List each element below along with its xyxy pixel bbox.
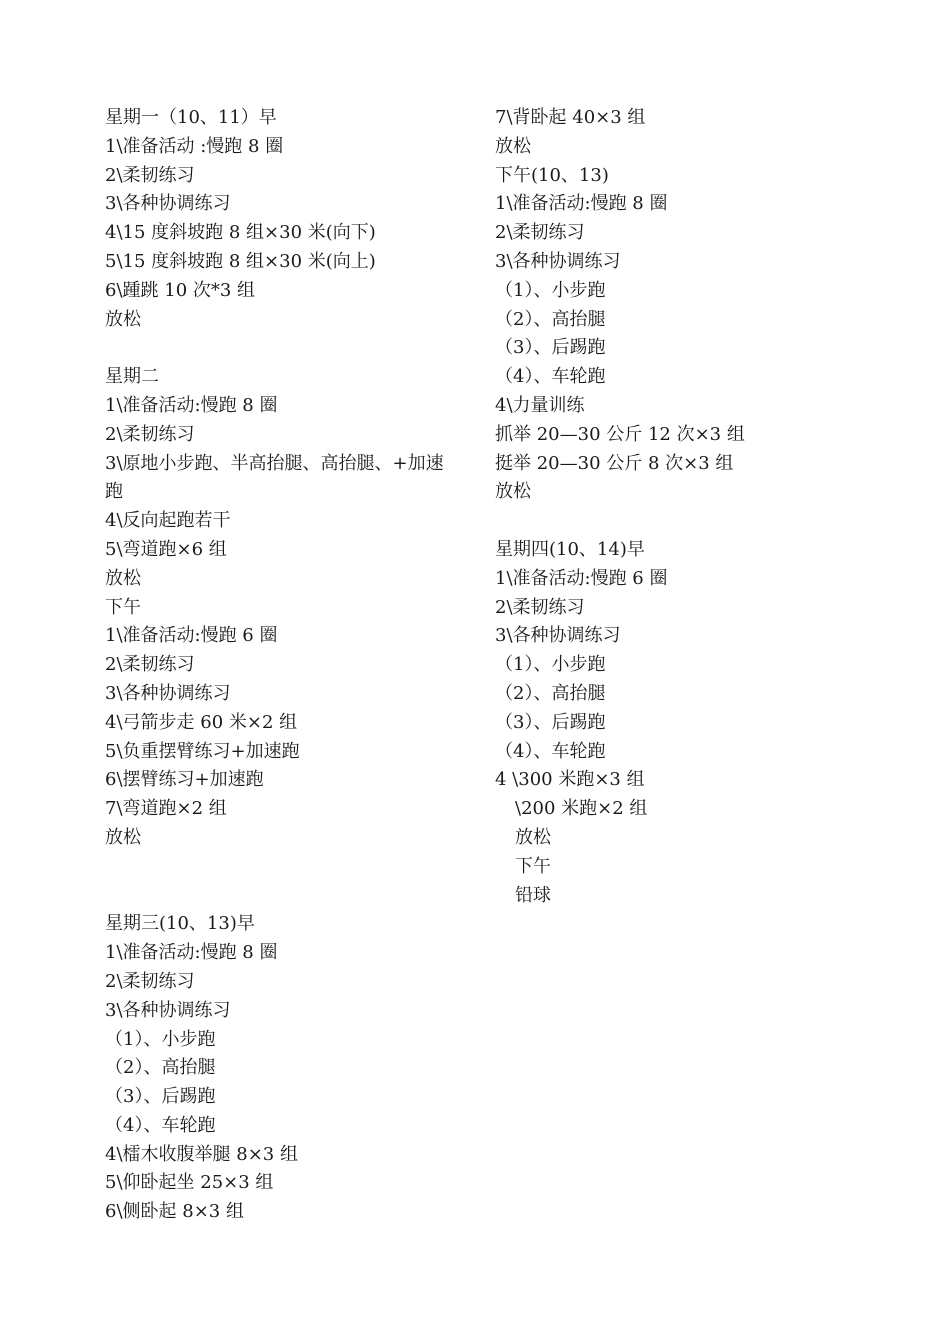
wednesday-item: （3）、后踢跑	[105, 1086, 216, 1108]
tuesday-item: 2\柔韧练习	[105, 423, 195, 445]
wednesday-item: （2）、高抬腿	[105, 1057, 216, 1079]
wednesday-item: 3\各种协调练习	[495, 250, 621, 272]
monday-item: 1\准备活动 :慢跑 8 圈	[105, 135, 284, 157]
thursday-item: 放松	[515, 826, 551, 848]
wednesday-item: 7\背卧起 40×3 组	[495, 107, 646, 128]
wednesday-item: 2\柔韧练习	[105, 970, 195, 992]
monday-item: 4\15 度斜坡跑 8 组×30 米(向下)	[105, 222, 376, 244]
thursday-item: 1\准备活动:慢跑 6 圈	[495, 567, 668, 589]
tuesday-item: 5\弯道跑×6 组	[105, 538, 227, 560]
wednesday-item: （4）、车轮跑	[105, 1114, 216, 1136]
wednesday-item: 1\准备活动:慢跑 8 圈	[495, 193, 668, 215]
thursday-item: 3\各种协调练习	[495, 625, 621, 647]
tuesday-item: 放松	[105, 567, 141, 589]
wednesday-item: 6\侧卧起 8×3 组	[105, 1201, 244, 1223]
thursday-item: （2）、高抬腿	[495, 682, 606, 704]
monday-item: 放松	[105, 308, 141, 330]
thursday-item: \200 米跑×2 组	[515, 798, 648, 820]
wednesday-item: 抓举 20—30 公斤 12 次×3 组	[495, 423, 745, 445]
wednesday-item: （2）、高抬腿	[495, 308, 606, 330]
tuesday-item: 1\准备活动:慢跑 6 圈	[105, 625, 278, 647]
wednesday-item: （1）、小步跑	[495, 279, 606, 301]
tuesday-item: 2\柔韧练习	[105, 654, 195, 676]
thursday-item: 2\柔韧练习	[495, 596, 585, 618]
wednesday-item: 4\檑木收腹举腿 8×3 组	[105, 1143, 298, 1165]
thursday-heading: 星期四(10、14)早	[495, 538, 645, 560]
monday-heading: 星期一（10、11）早	[105, 107, 277, 128]
monday-item: 3\各种协调练习	[105, 193, 231, 215]
monday-item: 2\柔韧练习	[105, 164, 195, 186]
tuesday-item: 5\负重摆臂练习+加速跑	[105, 740, 300, 762]
tuesday-item: 跑	[105, 481, 123, 503]
tuesday-item: 放松	[105, 826, 141, 848]
wednesday-item: 5\仰卧起坐 25×3 组	[105, 1172, 274, 1194]
wednesday-item: （3）、后踢跑	[495, 337, 606, 359]
monday-item: 6\踵跳 10 次*3 组	[105, 279, 256, 301]
wednesday-item: 放松	[495, 135, 531, 157]
thursday-item: （1）、小步跑	[495, 654, 606, 676]
wednesday-heading: 星期三(10、13)早	[105, 913, 255, 935]
left-column	[105, 104, 475, 1227]
tuesday-item: 3\原地小步跑、半高抬腿、高抬腿、+加速	[105, 452, 444, 474]
right-column	[495, 104, 865, 910]
tuesday-item: 4\弓箭步走 60 米×2 组	[105, 711, 298, 733]
thursday-afternoon-heading: 下午	[515, 855, 551, 877]
thursday-item: 铅球	[515, 884, 551, 906]
monday-item: 5\15 度斜坡跑 8 组×30 米(向上)	[105, 250, 376, 272]
wednesday-item: 2\柔韧练习	[495, 222, 585, 244]
wednesday-item: 挺举 20—30 公斤 8 次×3 组	[495, 452, 734, 474]
tuesday-item: 1\准备活动:慢跑 8 圈	[105, 394, 278, 416]
thursday-item: （4）、车轮跑	[495, 740, 606, 762]
wednesday-item: （4）、车轮跑	[495, 366, 606, 388]
tuesday-item: 3\各种协调练习	[105, 682, 231, 704]
blank-line	[495, 507, 865, 536]
wednesday-item: 放松	[495, 481, 531, 503]
thursday-item: 4 \300 米跑×3 组	[495, 769, 645, 791]
wednesday-item: （1）、小步跑	[105, 1028, 216, 1050]
wednesday-item: 3\各种协调练习	[105, 999, 231, 1021]
tuesday-item: 7\弯道跑×2 组	[105, 798, 227, 820]
wednesday-afternoon-heading: 下午(10、13)	[495, 164, 609, 186]
tuesday-item: 下午	[105, 596, 141, 618]
blank-line	[105, 334, 475, 363]
tuesday-heading: 星期二	[105, 366, 159, 388]
tuesday-item: 4\反向起跑若干	[105, 510, 231, 532]
wednesday-item: 4\力量训练	[495, 394, 585, 416]
thursday-item: （3）、后踢跑	[495, 711, 606, 733]
wednesday-item: 1\准备活动:慢跑 8 圈	[105, 942, 278, 964]
blank-gap	[105, 853, 475, 911]
tuesday-item: 6\摆臂练习+加速跑	[105, 769, 264, 791]
